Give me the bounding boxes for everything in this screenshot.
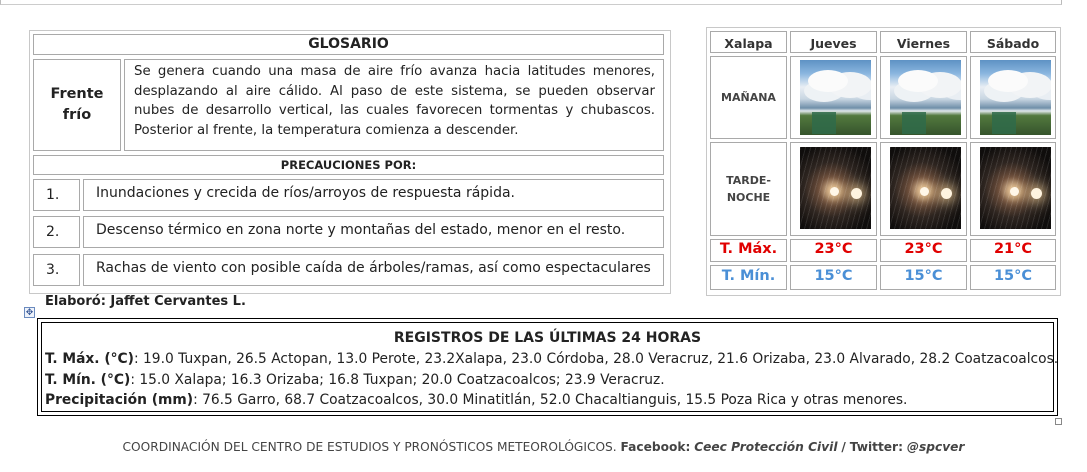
tmin-value: 15°C <box>790 265 877 290</box>
records-tmax-label: T. Máx. (°C) <box>45 351 134 367</box>
morning-forecast-cell <box>880 56 967 139</box>
morning-forecast-cell <box>970 56 1056 139</box>
records-tmax-line <box>45 351 1058 367</box>
records-precip-line <box>45 392 907 408</box>
cloudy-sky-icon <box>890 60 961 135</box>
table-resize-handle[interactable] <box>1055 418 1062 425</box>
footer-facebook-value: Ceec Protección Civil <box>694 440 838 454</box>
forecast-day: Jueves <box>790 31 877 53</box>
tmin-label: T. Mín. <box>710 265 787 290</box>
glossary-table <box>29 30 671 294</box>
records-precip-text: : 76.5 Garro, 68.7 Coatzacoalcos, 30.0 Minatitlán, 52.0 Chacaltianguis, 15.5 Poza Rica y otras menores. <box>193 392 908 408</box>
evening-forecast-cell <box>790 142 877 236</box>
records-precip-label: Precipitación (mm) <box>45 392 194 408</box>
forecast-city: Xalapa <box>710 31 787 53</box>
precaution-number: 1. <box>33 179 80 211</box>
evening-forecast-cell <box>880 142 967 236</box>
records-inner-border <box>41 322 1059 412</box>
night-rain-icon <box>890 147 961 229</box>
tmin-value: 15°C <box>970 265 1056 290</box>
footer-twitter-value: @spcver <box>906 440 965 454</box>
records-box <box>37 318 1058 416</box>
precaution-number: 2. <box>33 216 80 248</box>
tmax-value: 23°C <box>880 239 967 262</box>
cloudy-sky-icon <box>800 60 871 135</box>
precaution-text: Rachas de viento con posible caída de árboles/ramas, así como espectaculares <box>83 254 664 286</box>
tmax-value: 21°C <box>970 239 1056 262</box>
evening-label: TARDE-NOCHE <box>710 142 787 236</box>
glossary-title: GLOSARIO <box>33 34 664 55</box>
precautions-title: PRECAUCIONES POR: <box>33 155 664 175</box>
night-rain-icon <box>980 147 1051 229</box>
glossary-term: Frente frío <box>33 59 121 151</box>
night-rain-icon <box>800 147 871 229</box>
records-tmin-label: T. Mín. (°C) <box>45 372 131 388</box>
precaution-number: 3. <box>33 254 80 286</box>
footer-org: COORDINACIÓN DEL CENTRO DE ESTUDIOS Y PRONÓSTICOS METEOROLÓGICOS. <box>122 440 617 454</box>
footer-facebook-label: Facebook: <box>620 440 691 454</box>
evening-forecast-cell <box>970 142 1056 236</box>
records-title: REGISTROS DE LAS ÚLTIMAS 24 HORAS <box>393 330 702 346</box>
precaution-text: Descenso térmico en zona norte y montañas del estado, menor en el resto. <box>83 216 664 248</box>
author-credit: Elaboró: Jaffet Cervantes L. <box>45 294 246 309</box>
top-page-edge <box>0 0 1062 5</box>
cloudy-sky-icon <box>980 60 1051 135</box>
glossary-definition: Se genera cuando una masa de aire frío avanza hacia latitudes menores, desplazando al aire cálido. Al paso de este sistema, se pueden observar nubes de desarrollo vertical, las cuales favorecen tormentas y chubascos. Posterior al frente, la temperatura comienza a descender. <box>124 59 664 151</box>
records-tmax-text: : 19.0 Tuxpan, 26.5 Actopan, 13.0 Perote, 23.2Xalapa, 23.0 Córdoba, 28.0 Veracruz, 21.6 Orizaba, 23.0 Alvarado, 28.2 Coatzacoalcos. <box>133 351 1059 367</box>
table-move-handle-icon[interactable]: ✥ <box>25 308 34 318</box>
forecast-day: Sábado <box>970 31 1056 53</box>
tmax-label: T. Máx. <box>710 239 787 262</box>
records-tmin-text: : 15.0 Xalapa; 16.3 Orizaba; 16.8 Tuxpan; 20.0 Coatzacoalcos; 23.9 Veracruz. <box>130 372 665 388</box>
tmax-value: 23°C <box>790 239 877 262</box>
forecast-day: Viernes <box>880 31 967 53</box>
precaution-text: Inundaciones y crecida de ríos/arroyos de respuesta rápida. <box>83 179 664 211</box>
footer-twitter-label: Twitter: <box>849 440 903 454</box>
records-tmin-line <box>45 372 665 388</box>
footer-separator: / <box>841 440 846 454</box>
morning-forecast-cell <box>790 56 877 139</box>
tmin-value: 15°C <box>880 265 967 290</box>
forecast-table <box>706 27 1061 296</box>
footer <box>0 440 1087 454</box>
morning-label: MAÑANA <box>710 56 787 139</box>
